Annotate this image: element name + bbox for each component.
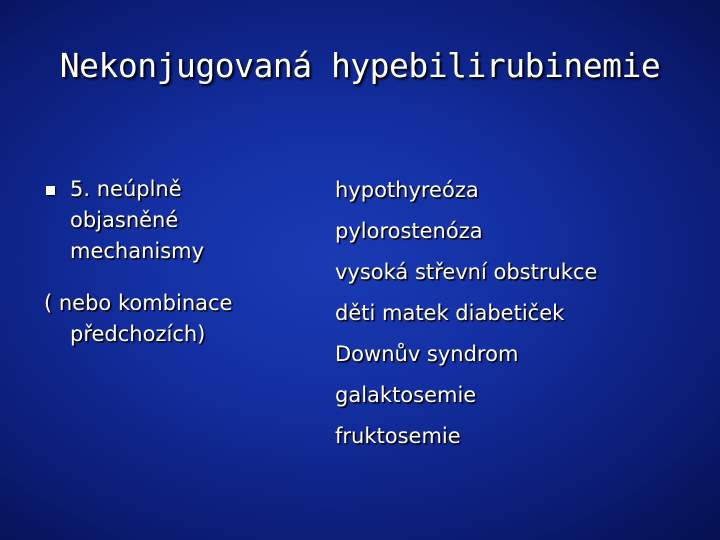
bullet-line: mechanismy (70, 239, 205, 263)
list-item: galaktosemie (335, 383, 477, 407)
list-item: Downův syndrom (335, 342, 519, 366)
list-item: vysoká střevní obstrukce (335, 260, 598, 284)
list-item: fruktosemie (335, 424, 461, 448)
list-item: pylorostenóza (335, 219, 483, 243)
parenthetical-note (44, 288, 314, 350)
list-item: hypothyreóza (335, 178, 479, 202)
bullet-line: objasněné (70, 208, 179, 232)
bullet-item (44, 174, 314, 267)
bullet-line: 5. neúplně (70, 177, 182, 201)
left-column (44, 174, 314, 350)
square-bullet-icon (46, 186, 55, 195)
note-line: předchozích) (70, 322, 206, 346)
note-line: ( nebo kombinace (44, 291, 233, 315)
list-item: děti matek diabetiček (335, 301, 565, 325)
right-column (335, 170, 705, 457)
slide-title: Nekonjugovaná hypebilirubinemie (59, 46, 661, 85)
